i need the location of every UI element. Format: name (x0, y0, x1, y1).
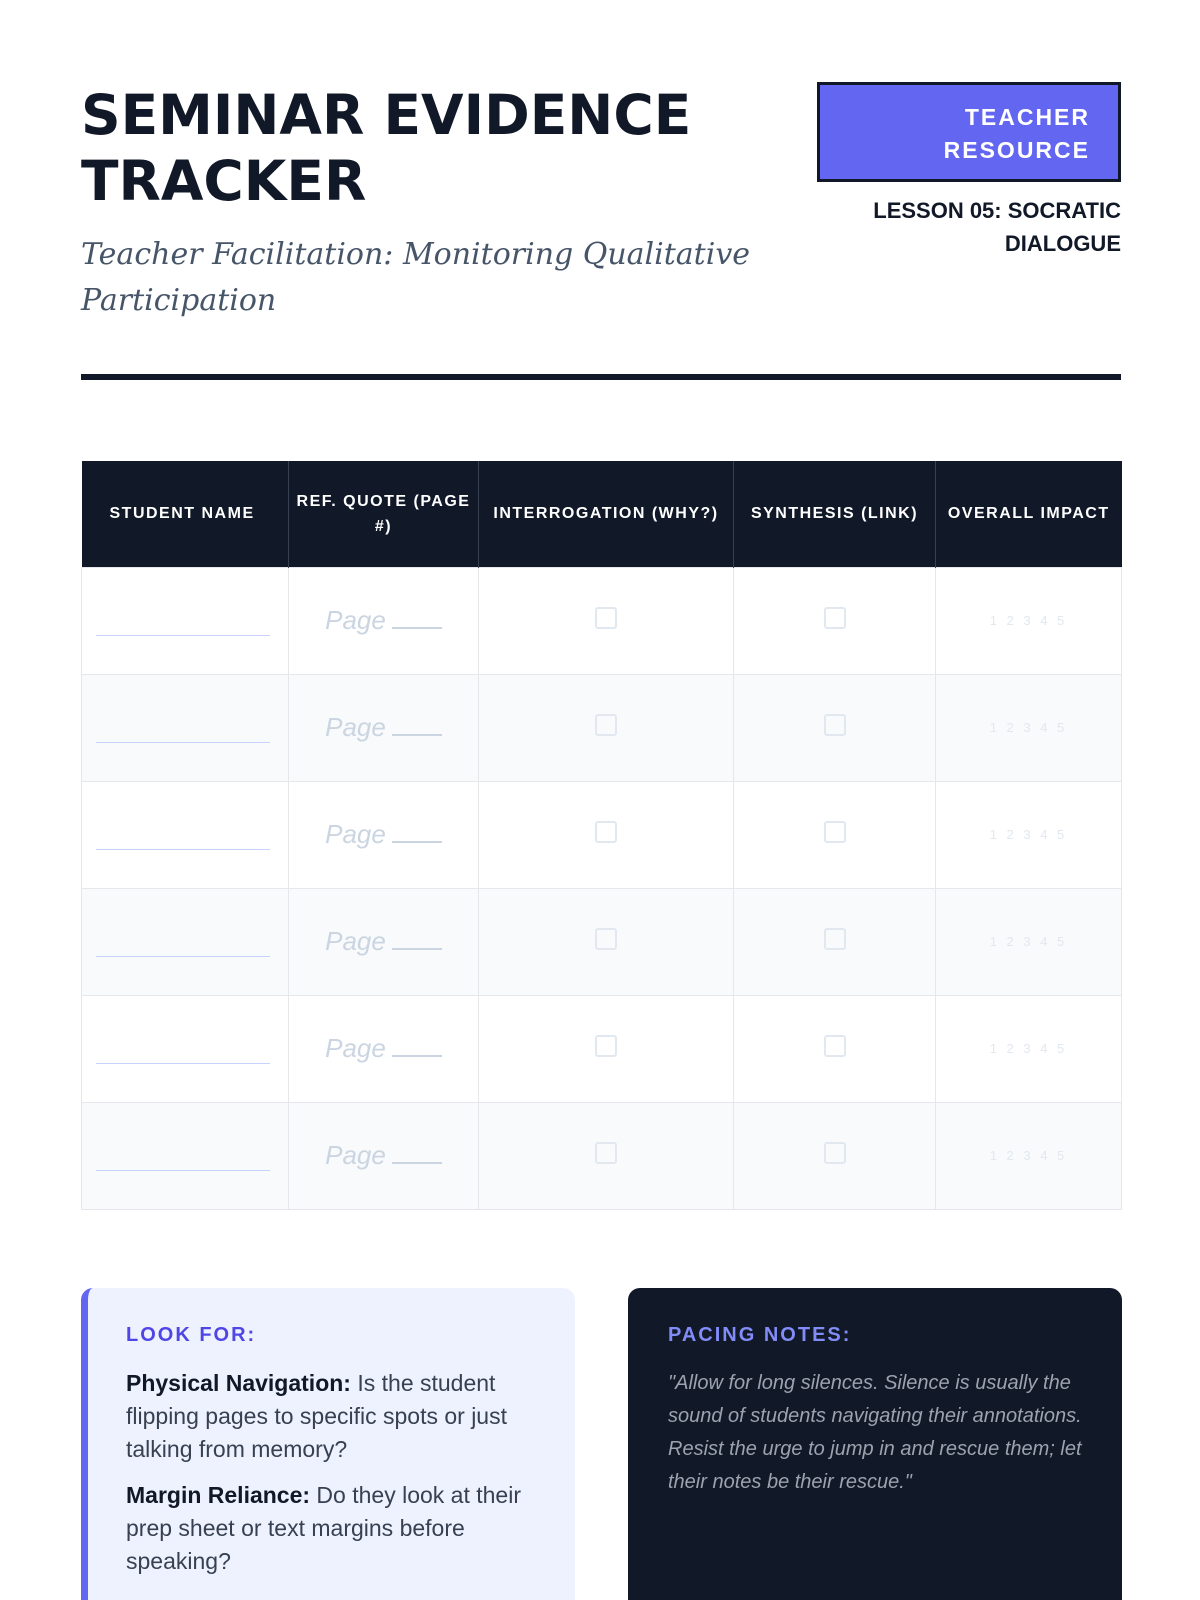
pacing-notes-heading: PACING NOTES: (668, 1324, 852, 1346)
ref-quote-cell[interactable] (289, 888, 479, 995)
synthesis-cell (734, 674, 936, 781)
ref-quote-cell[interactable] (289, 995, 479, 1102)
table-row (82, 1102, 1122, 1209)
overall-impact-cell[interactable] (936, 567, 1122, 674)
page-placeholder (325, 1033, 442, 1063)
impact-scale: 1 2 3 4 5 (989, 933, 1068, 949)
ref-quote-cell[interactable] (289, 1102, 479, 1209)
page-title: SEMINAR EVIDENCE TRACKER (81, 83, 692, 213)
synthesis-checkbox[interactable] (824, 1035, 846, 1057)
student-name-cell[interactable] (82, 567, 289, 674)
look-for-item-label: Margin Reliance: (126, 1482, 311, 1508)
page-placeholder-label: Page (325, 605, 386, 635)
interrogation-checkbox[interactable] (595, 1142, 617, 1164)
overall-impact-cell[interactable] (936, 888, 1122, 995)
interrogation-checkbox[interactable] (595, 928, 617, 950)
page-placeholder-label: Page (325, 926, 386, 956)
overall-impact-cell[interactable] (936, 1102, 1122, 1209)
look-for-item-text: Do they look at their prep sheet or text margins before speaking? (126, 1482, 521, 1574)
page-header (81, 82, 1121, 382)
impact-scale: 1 2 3 4 5 (989, 612, 1068, 628)
overall-impact-cell[interactable] (936, 995, 1122, 1102)
student-name-cell[interactable] (82, 888, 289, 995)
page-placeholder (325, 1140, 442, 1170)
student-name-cell[interactable] (82, 995, 289, 1102)
interrogation-checkbox[interactable] (595, 714, 617, 736)
student-name-line (96, 849, 270, 850)
interrogation-cell (479, 888, 734, 995)
page-placeholder-label: Page (325, 1033, 386, 1063)
interrogation-cell (479, 674, 734, 781)
page-number-blank (392, 948, 442, 950)
look-for-heading: LOOK FOR: (126, 1324, 257, 1346)
pacing-notes-quote: "Allow for long silences. Silence is usually the sound of students navigating their annotations. Resist the urge to jump in and rescue them; let their notes be their rescue." (668, 1372, 1082, 1493)
interrogation-checkbox[interactable] (595, 607, 617, 629)
interrogation-checkbox[interactable] (595, 821, 617, 843)
page-number-blank (392, 1162, 442, 1164)
synthesis-checkbox[interactable] (824, 1142, 846, 1164)
synthesis-cell (734, 995, 936, 1102)
overall-impact-cell[interactable] (936, 674, 1122, 781)
look-for-item-label: Physical Navigation: (126, 1370, 351, 1396)
look-for-item-text: Is the student flipping pages to specific spots or just talking from memory? (126, 1370, 507, 1462)
lesson-label: LESSON 05: SOCRATIC DIALOGUE (873, 198, 1121, 256)
column-header-interrogation: INTERROGATION (WHY?) (479, 461, 734, 567)
table-header-row (82, 461, 1122, 567)
page-placeholder-label: Page (325, 712, 386, 742)
page-number-blank (392, 1055, 442, 1057)
column-header-overall-impact: OVERALL IMPACT (936, 461, 1122, 567)
table-row (82, 567, 1122, 674)
impact-scale: 1 2 3 4 5 (989, 826, 1068, 842)
page-placeholder-label: Page (325, 819, 386, 849)
synthesis-cell (734, 567, 936, 674)
student-name-line (96, 956, 270, 957)
page-placeholder (325, 819, 442, 849)
impact-scale: 1 2 3 4 5 (989, 1040, 1068, 1056)
teacher-resource-badge: TEACHER RESOURCE (817, 82, 1121, 182)
page-number-blank (392, 734, 442, 736)
page-subtitle: Teacher Facilitation: Monitoring Qualitative Participation (81, 237, 751, 318)
column-header-student-name: STUDENT NAME (82, 461, 289, 567)
impact-scale: 1 2 3 4 5 (989, 719, 1068, 735)
interrogation-cell (479, 781, 734, 888)
synthesis-cell (734, 888, 936, 995)
page-placeholder (325, 712, 442, 742)
page-number-blank (392, 627, 442, 629)
ref-quote-cell[interactable] (289, 781, 479, 888)
impact-scale: 1 2 3 4 5 (989, 1147, 1068, 1163)
look-for-card (81, 1288, 575, 1600)
table-row (82, 674, 1122, 781)
look-for-item (126, 1367, 537, 1466)
student-name-line (96, 1063, 270, 1064)
student-name-cell[interactable] (82, 1102, 289, 1209)
column-header-synthesis: SYNTHESIS (LINK) (734, 461, 936, 567)
column-header-ref-quote: REF. QUOTE (PAGE #) (289, 461, 479, 567)
overall-impact-cell[interactable] (936, 781, 1122, 888)
ref-quote-cell[interactable] (289, 674, 479, 781)
table-row (82, 995, 1122, 1102)
table-row (82, 781, 1122, 888)
synthesis-checkbox[interactable] (824, 928, 846, 950)
table-row (82, 888, 1122, 995)
student-name-cell[interactable] (82, 674, 289, 781)
synthesis-checkbox[interactable] (824, 821, 846, 843)
interrogation-cell (479, 995, 734, 1102)
synthesis-checkbox[interactable] (824, 607, 846, 629)
student-name-line (96, 1170, 270, 1171)
interrogation-cell (479, 567, 734, 674)
interrogation-cell (479, 1102, 734, 1209)
evidence-table (81, 461, 1122, 1210)
student-name-line (96, 742, 270, 743)
interrogation-checkbox[interactable] (595, 1035, 617, 1057)
page-placeholder (325, 605, 442, 635)
header-divider (81, 374, 1121, 380)
page-placeholder (325, 926, 442, 956)
page-number-blank (392, 841, 442, 843)
synthesis-cell (734, 781, 936, 888)
page-placeholder-label: Page (325, 1140, 386, 1170)
student-name-line (96, 635, 270, 636)
look-for-item (126, 1479, 537, 1578)
student-name-cell[interactable] (82, 781, 289, 888)
pacing-notes-card (628, 1288, 1122, 1600)
ref-quote-cell[interactable] (289, 567, 479, 674)
synthesis-cell (734, 1102, 936, 1209)
synthesis-checkbox[interactable] (824, 714, 846, 736)
